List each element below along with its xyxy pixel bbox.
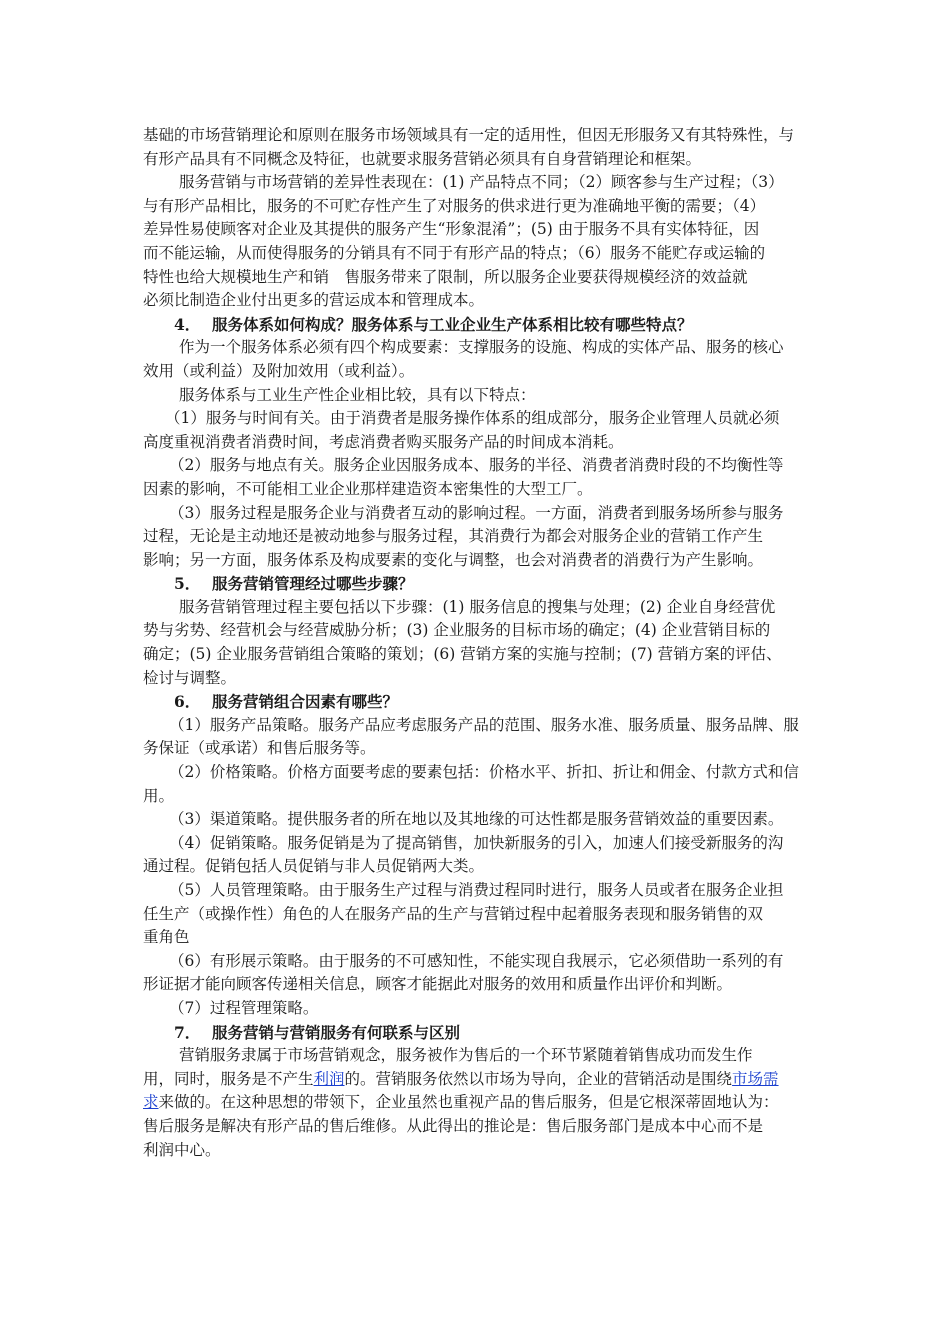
text-segment: 用，同时，服务是不产生 bbox=[143, 1069, 314, 1088]
text-line: 因素的影响，不可能相工业企业那样建造资本密集性的大型工厂。 bbox=[143, 479, 593, 498]
text-line: 利润中心。 bbox=[143, 1140, 221, 1159]
heading-number: 4． bbox=[174, 314, 201, 334]
text-line: 效用（或利益）及附加效用（或利益）。 bbox=[143, 361, 415, 380]
market-demand-link-cont[interactable]: 求 bbox=[143, 1093, 159, 1112]
market-demand-link[interactable]: 市场需 bbox=[732, 1069, 779, 1088]
question-heading-7 bbox=[143, 1021, 843, 1045]
text-line: 通过程。促销包括人员促销与非人员促销两大类。 bbox=[143, 857, 485, 876]
text-line: 任生产（或操作性）角色的人在服务产品的生产与营销过程中起着服务表现和服务销售的双 bbox=[143, 904, 764, 923]
text-line bbox=[143, 1091, 843, 1115]
text-line: （2）价格策略。价格方面要考虑的要素包括：价格水平、折扣、折让和佣金、付款方式和信 bbox=[169, 763, 799, 782]
text-line bbox=[143, 1068, 843, 1092]
text-line: 形证据才能向顾客传递相关信息，顾客才能据此对服务的效用和质量作出评价和判断。 bbox=[143, 975, 733, 994]
document-page bbox=[143, 124, 843, 1162]
text-line: 差异性易使顾客对企业及其提供的服务产生“形象混淆”；(5) 由于服务不具有实体特征，因 bbox=[143, 220, 760, 239]
text-line: 服务营销管理过程主要包括以下步骤：(1) 服务信息的搜集与处理；(2) 企业自身经营优 bbox=[179, 597, 776, 616]
text-line: （7）过程管理策略。 bbox=[169, 998, 319, 1017]
text-line: 高度重视消费者消费时间，考虑消费者购买服务产品的时间成本消耗。 bbox=[143, 432, 624, 451]
text-line: （5）人员管理策略。由于服务生产过程与消费过程同时进行，服务人员或者在服务企业担 bbox=[169, 881, 784, 899]
text-line: 过程，无论是主动地还是被动地参与服务过程，其消费行为都会对服务企业的营销工作产生 bbox=[143, 527, 764, 546]
text-line: 必须比制造企业付出更多的营运成本和管理成本。 bbox=[143, 291, 485, 310]
text-line: 用。 bbox=[143, 786, 175, 805]
heading-text: 服务营销管理经过哪些步骤？ bbox=[212, 574, 414, 594]
question-heading-4 bbox=[143, 313, 843, 337]
profit-link[interactable]: 利润 bbox=[313, 1069, 345, 1088]
text-line: 有形产品具有不同概念及特征，也就要求服务营销必须具有自身营销理论和框架。 bbox=[143, 149, 702, 168]
text-line: 营销服务隶属于市场营销观念，服务被作为售后的一个环节紧随着销售成功而发生作 bbox=[179, 1046, 753, 1065]
heading-number: 7． bbox=[174, 1022, 201, 1042]
text-line: （3）服务过程是服务企业与消费者互动的影响过程。一方面，消费者到服务场所参与服务 bbox=[169, 503, 784, 522]
text-line: （1）服务与时间有关。由于消费者是服务操作体系的组成部分，服务企业管理人员就必须 bbox=[165, 409, 780, 428]
text-line: 确定；(5) 企业服务营销组合策略的策划；(6) 营销方案的实施与控制；(7) 营销方案的评估、 bbox=[143, 645, 782, 664]
text-line: 基础的市场营销理论和原则在服务市场领域具有一定的适用性，但因无形服务又有其特殊性，与 bbox=[143, 126, 795, 144]
text-line: 重角色 bbox=[143, 928, 190, 947]
text-line: 服务体系与工业生产性企业相比较，具有以下特点： bbox=[179, 385, 536, 404]
text-line: 检讨与调整。 bbox=[143, 668, 237, 687]
heading-number: 5． bbox=[174, 574, 201, 594]
text-line: 服务营销与市场营销的差异性表现在：(1) 产品特点不同；（2）顾客参与生产过程；（3） bbox=[179, 173, 784, 192]
question-heading-6 bbox=[143, 690, 843, 714]
text-line: 特性也给大规模地生产和销 售服务带来了限制，所以服务企业要获得规模经济的效益就 bbox=[143, 267, 748, 286]
heading-number: 6． bbox=[174, 692, 201, 712]
text-line: （1）服务产品策略。服务产品应考虑服务产品的范围、服务水准、服务质量、服务品牌、服 bbox=[169, 715, 799, 734]
text-line: 售后服务是解决有形产品的售后维修。从此得出的推论是：售后服务部门是成本中心而不是 bbox=[143, 1116, 764, 1135]
text-line: （4）促销策略。服务促销是为了提高销售，加快新服务的引入，加速人们接受新服务的沟 bbox=[169, 833, 784, 852]
heading-text: 服务营销与营销服务有何联系与区别 bbox=[212, 1022, 461, 1042]
question-heading-5 bbox=[143, 572, 843, 596]
text-segment: 的。营销服务依然以市场为导向，企业的营销活动是围绕 bbox=[344, 1069, 733, 1088]
text-line: 作为一个服务体系必须有四个构成要素：支撑服务的设施、构成的实体产品、服务的核心 bbox=[179, 338, 784, 357]
text-line: 与有形产品相比，服务的不可贮存性产生了对服务的供求进行更为准确地平衡的需要；（4） bbox=[143, 196, 766, 215]
text-line: （3）渠道策略。提供服务者的所在地以及其地缘的可达性都是服务营销效益的重要因素。 bbox=[169, 810, 784, 829]
text-segment: 来做的。在这种思想的带领下，企业虽然也重视产品的售后服务，但是它根深蒂固地认为： bbox=[158, 1093, 779, 1112]
text-line: （2）服务与地点有关。服务企业因服务成本、服务的半径、消费者消费时段的不均衡性等 bbox=[169, 456, 784, 475]
text-line: 务保证（或承诺）和售后服务等。 bbox=[143, 739, 376, 758]
text-line: 影响；另一方面，服务体系及构成要素的变化与调整，也会对消费者的消费行为产生影响。 bbox=[143, 550, 764, 569]
heading-text: 服务营销组合因素有哪些？ bbox=[212, 692, 399, 712]
text-line: 势与劣势、经营机会与经营威胁分析；(3) 企业服务的目标市场的确定；(4) 企业营销目标的 bbox=[143, 621, 771, 640]
text-line: 而不能运输，从而使得服务的分销具有不同于有形产品的特点；（6）服务不能贮存或运输的 bbox=[143, 243, 766, 262]
text-line: （6）有形展示策略。由于服务的不可感知性，不能实现自我展示，它必须借助一系列的有 bbox=[169, 951, 784, 970]
heading-text: 服务体系如何构成？服务体系与工业企业生产体系相比较有哪些特点？ bbox=[212, 314, 693, 334]
